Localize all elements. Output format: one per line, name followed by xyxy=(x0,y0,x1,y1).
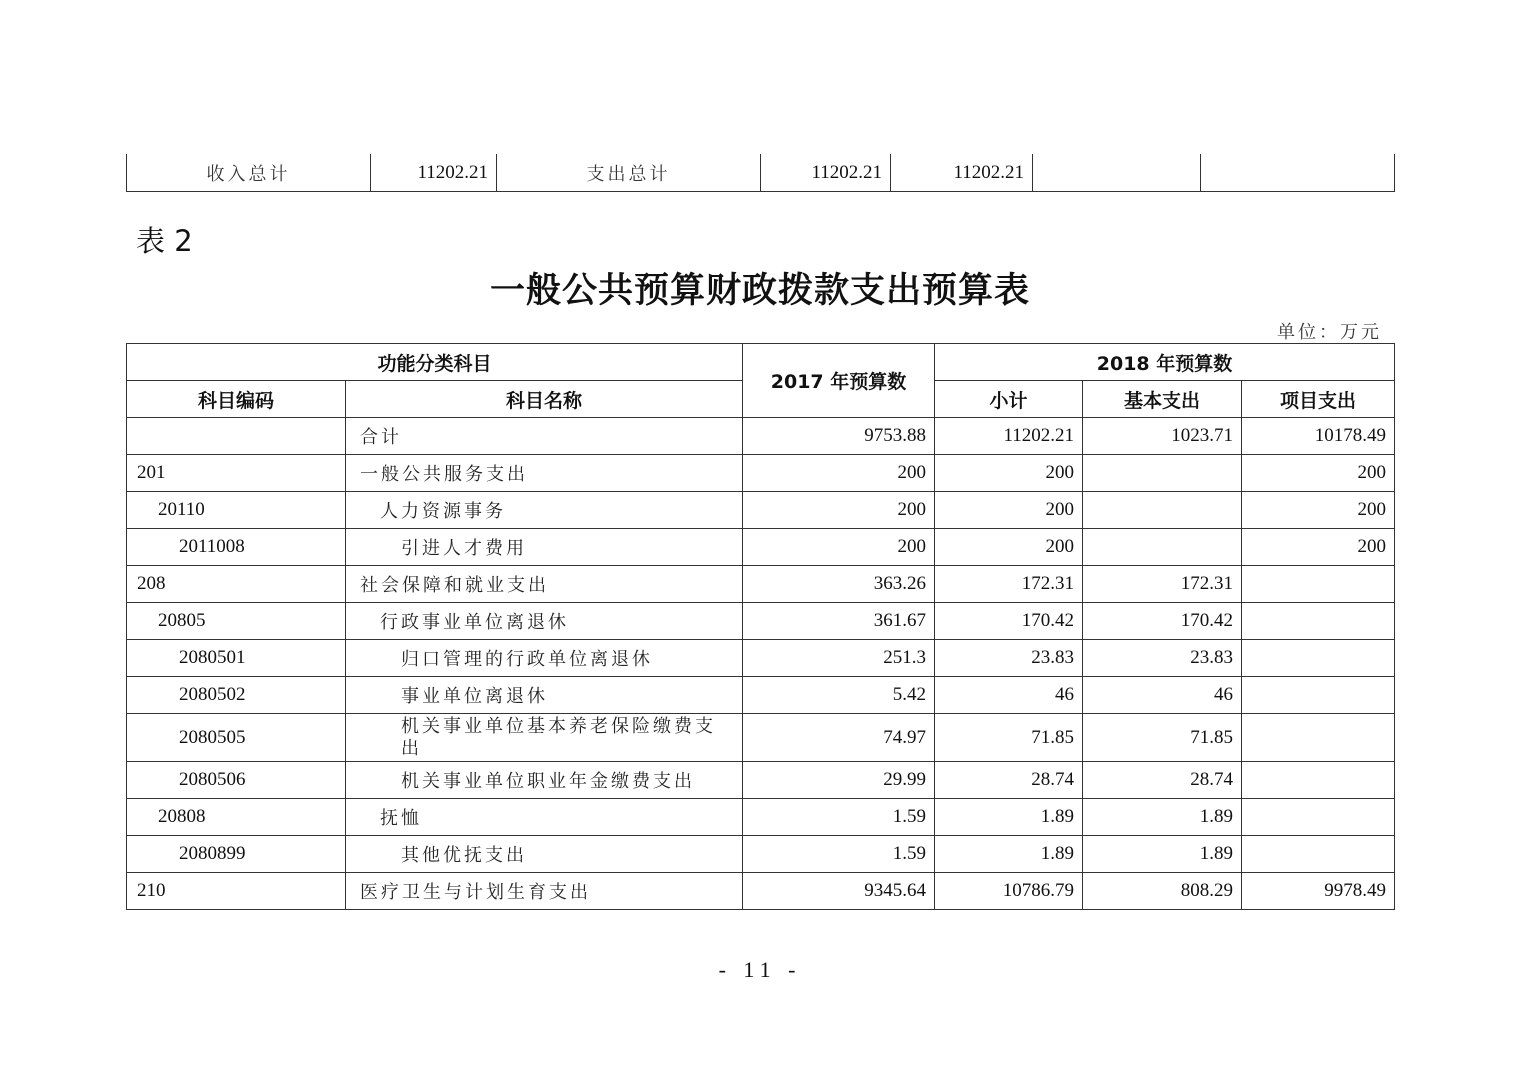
header-budget-2018: 2018 年预算数 xyxy=(935,344,1395,381)
table-row xyxy=(127,799,1395,836)
expense-total-value: 11202.21 xyxy=(761,154,891,192)
subtotal-cell: 200 xyxy=(935,492,1083,529)
budget-table xyxy=(126,343,1395,910)
project-expense-cell xyxy=(1242,762,1395,799)
header-subtotal: 小计 xyxy=(935,381,1083,418)
project-expense-cell xyxy=(1242,836,1395,873)
basic-expense-cell: 1.89 xyxy=(1083,799,1242,836)
table-row xyxy=(127,762,1395,799)
subtotal-cell: 200 xyxy=(935,455,1083,492)
subtotal-cell: 10786.79 xyxy=(935,873,1083,910)
budget-2017-cell: 1.59 xyxy=(743,836,935,873)
project-expense-cell: 9978.49 xyxy=(1242,873,1395,910)
budget-2017-cell: 9345.64 xyxy=(743,873,935,910)
subtotal-cell: 172.31 xyxy=(935,566,1083,603)
subtotal-cell: 200 xyxy=(935,529,1083,566)
budget-2017-cell: 200 xyxy=(743,492,935,529)
budget-2017-cell: 1.59 xyxy=(743,799,935,836)
table-number: 表 2 xyxy=(136,224,193,258)
empty-cell xyxy=(1201,154,1395,192)
basic-expense-cell: 1023.71 xyxy=(1083,418,1242,455)
basic-expense-cell: 46 xyxy=(1083,677,1242,714)
basic-expense-cell: 1.89 xyxy=(1083,836,1242,873)
subject-name-cell: 合计 xyxy=(346,418,743,455)
budget-2017-cell: 74.97 xyxy=(743,714,935,762)
table-row xyxy=(127,714,1395,762)
budget-2017-cell: 251.3 xyxy=(743,640,935,677)
empty-cell xyxy=(1033,154,1201,192)
basic-expense-cell: 808.29 xyxy=(1083,873,1242,910)
subject-code-cell: 201 xyxy=(127,455,346,492)
subject-name-cell: 医疗卫生与计划生育支出 xyxy=(346,873,743,910)
subject-name-cell: 一般公共服务支出 xyxy=(346,455,743,492)
budget-2017-cell: 29.99 xyxy=(743,762,935,799)
subject-code-cell: 2080899 xyxy=(127,836,346,873)
page-number: - 11 - xyxy=(718,957,802,982)
subtotal-cell: 1.89 xyxy=(935,799,1083,836)
project-expense-cell xyxy=(1242,640,1395,677)
table-row xyxy=(127,566,1395,603)
project-expense-cell xyxy=(1242,714,1395,762)
budget-2017-cell: 363.26 xyxy=(743,566,935,603)
budget-2017-cell: 361.67 xyxy=(743,603,935,640)
subject-name-cell: 机关事业单位基本养老保险缴费支出 xyxy=(346,714,743,762)
table-row xyxy=(127,603,1395,640)
project-expense-cell xyxy=(1242,603,1395,640)
basic-expense-cell xyxy=(1083,455,1242,492)
subject-name-cell: 人力资源事务 xyxy=(346,492,743,529)
header-budget-2017: 2017 年预算数 xyxy=(743,344,935,418)
basic-expense-cell xyxy=(1083,492,1242,529)
table-row xyxy=(127,455,1395,492)
budget-2017-cell: 9753.88 xyxy=(743,418,935,455)
basic-expense-cell: 23.83 xyxy=(1083,640,1242,677)
table-row xyxy=(127,836,1395,873)
previous-table-total-row xyxy=(126,154,1395,192)
budget-2017-cell: 200 xyxy=(743,455,935,492)
subject-name-cell: 其他优抚支出 xyxy=(346,836,743,873)
subject-name-cell: 事业单位离退休 xyxy=(346,677,743,714)
basic-expense-cell: 172.31 xyxy=(1083,566,1242,603)
subject-code-cell: 20805 xyxy=(127,603,346,640)
subject-code-cell: 2080501 xyxy=(127,640,346,677)
subtotal-cell: 46 xyxy=(935,677,1083,714)
subtotal-cell: 71.85 xyxy=(935,714,1083,762)
header-row-1 xyxy=(127,344,1395,381)
subtotal-cell: 170.42 xyxy=(935,603,1083,640)
header-basic-expense: 基本支出 xyxy=(1083,381,1242,418)
project-expense-cell xyxy=(1242,566,1395,603)
table-body xyxy=(127,418,1395,910)
subject-code-cell: 210 xyxy=(127,873,346,910)
project-expense-cell: 200 xyxy=(1242,455,1395,492)
table-row xyxy=(127,640,1395,677)
subject-name-cell: 机关事业单位职业年金缴费支出 xyxy=(346,762,743,799)
project-expense-cell: 10178.49 xyxy=(1242,418,1395,455)
subject-name-cell: 行政事业单位离退休 xyxy=(346,603,743,640)
subtotal-cell: 28.74 xyxy=(935,762,1083,799)
table-row xyxy=(127,492,1395,529)
subject-name-cell: 抚恤 xyxy=(346,799,743,836)
subject-code-cell: 2011008 xyxy=(127,529,346,566)
subject-code-cell: 2080506 xyxy=(127,762,346,799)
subject-code-cell: 208 xyxy=(127,566,346,603)
basic-expense-cell xyxy=(1083,529,1242,566)
subtotal-cell: 11202.21 xyxy=(935,418,1083,455)
header-func-category: 功能分类科目 xyxy=(127,344,743,381)
basic-expense-cell: 170.42 xyxy=(1083,603,1242,640)
project-expense-cell xyxy=(1242,677,1395,714)
basic-expense-cell: 71.85 xyxy=(1083,714,1242,762)
table-row xyxy=(127,677,1395,714)
page-title: 一般公共预算财政拨款支出预算表 xyxy=(489,271,1030,311)
income-total-label: 收入总计 xyxy=(127,154,371,192)
project-expense-cell: 200 xyxy=(1242,529,1395,566)
subtotal-cell: 23.83 xyxy=(935,640,1083,677)
subject-code-cell: 20110 xyxy=(127,492,346,529)
project-expense-cell: 200 xyxy=(1242,492,1395,529)
header-project-expense: 项目支出 xyxy=(1242,381,1395,418)
subject-name-cell: 社会保障和就业支出 xyxy=(346,566,743,603)
total-row xyxy=(127,154,1395,192)
subject-name-cell: 归口管理的行政单位离退休 xyxy=(346,640,743,677)
table-row xyxy=(127,873,1395,910)
budget-2017-cell: 5.42 xyxy=(743,677,935,714)
header-subject-code: 科目编码 xyxy=(127,381,346,418)
subject-code-cell: 2080502 xyxy=(127,677,346,714)
income-total-value: 11202.21 xyxy=(371,154,497,192)
table-row xyxy=(127,529,1395,566)
subject-code-cell xyxy=(127,418,346,455)
expense-total-label: 支出总计 xyxy=(497,154,761,192)
project-expense-cell xyxy=(1242,799,1395,836)
header-subject-name: 科目名称 xyxy=(346,381,743,418)
subject-code-cell: 2080505 xyxy=(127,714,346,762)
basic-expense-cell: 28.74 xyxy=(1083,762,1242,799)
budget-2017-cell: 200 xyxy=(743,529,935,566)
subtotal-cell: 1.89 xyxy=(935,836,1083,873)
unit-note: 单位：万元 xyxy=(1277,322,1382,343)
subject-code-cell: 20808 xyxy=(127,799,346,836)
expense-total-value-2: 11202.21 xyxy=(891,154,1033,192)
table-row xyxy=(127,418,1395,455)
subject-name-cell: 引进人才费用 xyxy=(346,529,743,566)
